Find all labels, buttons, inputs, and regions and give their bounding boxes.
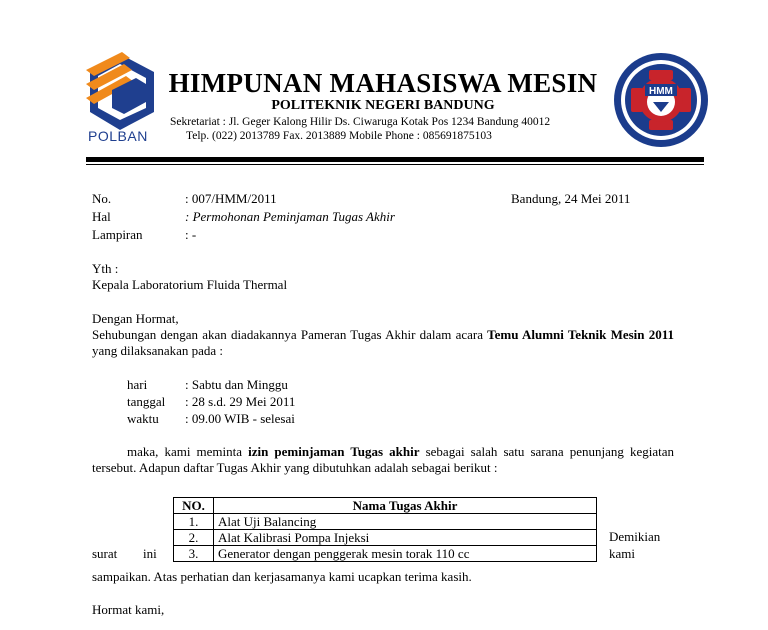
letter-date: Bandung, 24 Mei 2011	[511, 191, 631, 206]
lampiran-label: Lampiran	[92, 227, 143, 242]
hmm-seal-icon	[609, 50, 713, 150]
lampiran-value: : -	[185, 227, 197, 242]
schedule-hari-label: hari	[127, 377, 148, 392]
org-address: Sekretariat : Jl. Geger Kalong Hilir Ds. Ciwaruga Kotak Pos 1234 Bandung 40012	[170, 116, 551, 128]
table-cell-no: 1.	[174, 514, 214, 530]
org-subtitle: POLITEKNIK NEGERI BANDUNG	[271, 98, 495, 113]
hmm-seal	[609, 50, 713, 150]
signoff: Hormat kami,	[92, 602, 165, 617]
table-row	[174, 514, 597, 530]
no-value: : 007/HMM/2011	[185, 191, 277, 206]
schedule-hari-value: : Sabtu dan Minggu	[185, 377, 288, 392]
closing-sentence: sampaikan. Atas perhatian dan kerjasamanya kami ucapkan terima kasih.	[92, 569, 472, 584]
schedule-waktu-value: : 09.00 WIB - selesai	[185, 411, 295, 426]
hal-value: : Permohonan Peminjaman Tugas Akhir	[185, 209, 395, 224]
closing-ini: ini	[143, 546, 157, 561]
header-rule-thin	[86, 164, 704, 165]
hmm-seal-badge: HMM	[649, 86, 673, 97]
table-row	[174, 546, 597, 562]
schedule-tanggal-value: : 28 s.d. 29 Mei 2011	[185, 394, 296, 409]
table-header-no: NO.	[174, 498, 214, 514]
recipient-name: Kepala Laboratorium Fluida Thermal	[92, 277, 288, 292]
table-cell-name: Alat Kalibrasi Pompa Injeksi	[214, 530, 597, 546]
schedule-waktu-label: waktu	[127, 411, 159, 426]
table-row	[174, 530, 597, 546]
table-cell-name: Generator dengan penggerak mesin torak 110 cc	[214, 546, 597, 562]
header-rule-thick	[86, 157, 704, 162]
polban-logo-text: POLBAN	[88, 128, 148, 144]
table-cell-no: 2.	[174, 530, 214, 546]
table-header-row	[174, 498, 597, 514]
schedule-tanggal-label: tanggal	[127, 394, 166, 409]
closing-kami: kami	[609, 546, 635, 561]
closing-demikian: Demikian	[609, 529, 661, 544]
table-cell-no: 3.	[174, 546, 214, 562]
recipient-yth: Yth :	[92, 261, 119, 276]
no-label: No.	[92, 191, 112, 206]
org-phone: Telp. (022) 2013789 Fax. 2013889 Mobile Phone : 085691875103	[186, 130, 492, 142]
hal-label: Hal	[92, 209, 111, 224]
paragraph-2: maka, kami meminta izin peminjaman Tugas akhir sebagai salah satu sarana penunjang kegiatan tersebut. Adapun daftar Tugas Akhir yang dibutuhkan adalah sebagai berikut :	[92, 444, 674, 475]
closing-surat: surat	[92, 546, 118, 561]
table-header-name: Nama Tugas Akhir	[214, 498, 597, 514]
polban-logo	[84, 50, 162, 146]
table-cell-name: Alat Uji Balancing	[214, 514, 597, 530]
paragraph-1: Sehubungan dengan akan diadakannya Pameran Tugas Akhir dalam acara Temu Alumni Teknik Mesin 2011 yang dilaksanakan pada :	[92, 327, 674, 358]
tugas-akhir-table	[173, 497, 597, 562]
org-title: HIMPUNAN MAHASISWA MESIN	[168, 68, 598, 98]
greeting: Dengan Hormat,	[92, 311, 179, 326]
